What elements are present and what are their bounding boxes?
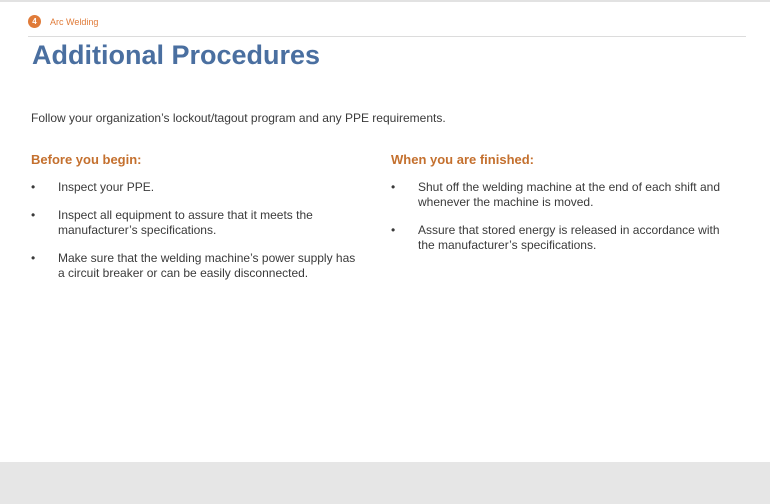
section-number-badge: 4 — [28, 15, 41, 28]
section-label: Arc Welding — [50, 16, 99, 27]
bullet-icon: • — [31, 208, 36, 222]
before-list — [31, 180, 361, 281]
section-header — [28, 15, 98, 28]
list-item — [391, 180, 731, 210]
list-item-text: Make sure that the welding machine’s power supply has a circuit breaker or can be easily disconnected. — [58, 251, 356, 280]
after-list — [391, 180, 731, 253]
after-heading: When you are finished: — [391, 152, 535, 167]
top-rule — [0, 0, 770, 2]
list-item-text: Shut off the welding machine at the end of each shift and whenever the machine is moved. — [418, 180, 720, 209]
when-finished-column — [391, 152, 731, 253]
header-divider — [28, 36, 746, 37]
list-item — [391, 223, 731, 253]
list-item-text: Inspect your PPE. — [58, 180, 155, 194]
list-item — [31, 208, 361, 238]
list-item-text: Inspect all equipment to assure that it meets the manufacturer’s specifications. — [58, 208, 313, 237]
footer-band — [0, 462, 770, 504]
intro-text: Follow your organization’s lockout/tagout program and any PPE requirements. — [31, 111, 446, 125]
before-you-begin-column — [31, 152, 361, 281]
before-heading: Before you begin: — [31, 152, 142, 167]
list-item — [31, 180, 361, 195]
bullet-icon: • — [391, 180, 396, 194]
bullet-icon: • — [31, 180, 36, 194]
bullet-icon: • — [31, 251, 36, 265]
bullet-icon: • — [391, 223, 396, 237]
list-item-text: Assure that stored energy is released in accordance with the manufacturer’s specifications. — [418, 223, 720, 252]
list-item — [31, 251, 361, 281]
page-title: Additional Procedures — [32, 40, 321, 70]
